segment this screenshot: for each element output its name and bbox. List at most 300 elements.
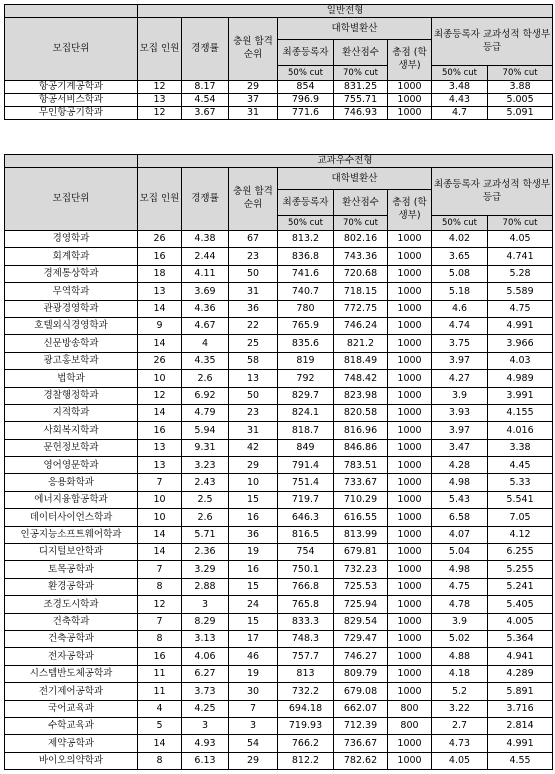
final-enroll-50cut: 849 <box>278 439 334 456</box>
fill-rank: 23 <box>229 404 278 421</box>
final-enroll-50cut: 748.3 <box>278 630 334 647</box>
fill-rank: 16 <box>229 509 278 526</box>
dept-name: 수학교육과 <box>5 717 138 734</box>
score-70cut: 679.81 <box>334 544 388 561</box>
competition-rate: 3.69 <box>182 283 229 300</box>
total-points: 1000 <box>388 509 432 526</box>
dept-name: 사회복지학과 <box>5 422 138 439</box>
table-row <box>5 665 553 682</box>
grade-50cut: 4.88 <box>432 648 488 665</box>
final-enroll-50cut: 813 <box>278 665 334 682</box>
competition-rate: 4 <box>182 335 229 352</box>
competition-rate: 2.43 <box>182 474 229 491</box>
grade-50cut: 4.98 <box>432 474 488 491</box>
score-70cut: 725.94 <box>334 596 388 613</box>
total-points: 1000 <box>388 265 432 282</box>
grade-70cut: 5.541 <box>488 491 553 508</box>
col-score: 환산점수 <box>334 40 388 66</box>
dept-name: 전자공학과 <box>5 648 138 665</box>
quota: 14 <box>138 335 182 352</box>
fill-rank: 16 <box>229 561 278 578</box>
score-70cut: 732.23 <box>334 561 388 578</box>
table-row <box>5 457 553 474</box>
final-enroll-50cut: 796.9 <box>278 94 334 107</box>
fill-rank: 19 <box>229 544 278 561</box>
group-title: 일반전형 <box>138 5 553 18</box>
final-enroll-50cut: 766.8 <box>278 578 334 595</box>
dept-name: 무인항공기학과 <box>5 107 138 120</box>
competition-rate: 2.36 <box>182 544 229 561</box>
quota: 11 <box>138 665 182 682</box>
fill-rank: 36 <box>229 300 278 317</box>
fill-rank: 15 <box>229 578 278 595</box>
total-points: 1000 <box>388 404 432 421</box>
grade-70cut: 4.75 <box>488 300 553 317</box>
score-70cut: 729.47 <box>334 630 388 647</box>
fill-rank: 50 <box>229 265 278 282</box>
competition-rate: 6.92 <box>182 387 229 404</box>
table-row <box>5 526 553 543</box>
grade-50cut: 5.43 <box>432 491 488 508</box>
table-row <box>5 422 553 439</box>
score-70cut: 662.07 <box>334 700 388 717</box>
quota: 7 <box>138 613 182 630</box>
grade-50cut: 4.28 <box>432 457 488 474</box>
score-70cut: 755.71 <box>334 94 388 107</box>
total-points: 1000 <box>388 648 432 665</box>
fill-rank: 29 <box>229 752 278 769</box>
dept-name: 무역학과 <box>5 283 138 300</box>
quota: 7 <box>138 561 182 578</box>
grade-70cut: 5.405 <box>488 596 553 613</box>
total-points: 800 <box>388 700 432 717</box>
dept-name: 영어영문학과 <box>5 457 138 474</box>
table-row <box>5 283 553 300</box>
quota: 14 <box>138 544 182 561</box>
dept-name: 조경도시학과 <box>5 596 138 613</box>
col-unit: 모집단위 <box>5 168 138 231</box>
fill-rank: 25 <box>229 335 278 352</box>
group-title: 교과우수전형 <box>138 155 553 168</box>
dept-name: 디지털보안학과 <box>5 544 138 561</box>
grade-70cut: 3.88 <box>488 81 553 94</box>
fill-rank: 3 <box>229 717 278 734</box>
total-points: 1000 <box>388 231 432 248</box>
score-70cut: 823.98 <box>334 387 388 404</box>
quota: 13 <box>138 439 182 456</box>
table-row <box>5 370 553 387</box>
table-row <box>5 231 553 248</box>
dept-name: 호텔외식경영학과 <box>5 317 138 334</box>
table-row <box>5 735 553 752</box>
col-total: 총점 (학생부) <box>388 190 432 231</box>
competition-rate: 2.6 <box>182 509 229 526</box>
competition-rate: 9.31 <box>182 439 229 456</box>
grade-70cut: 4.991 <box>488 317 553 334</box>
col-score: 환산점수 <box>334 190 388 216</box>
total-points: 1000 <box>388 613 432 630</box>
final-enroll-50cut: 765.9 <box>278 317 334 334</box>
final-enroll-50cut: 732.2 <box>278 683 334 700</box>
score-70cut: 710.29 <box>334 491 388 508</box>
final-enroll-50cut: 835.6 <box>278 335 334 352</box>
total-points: 1000 <box>388 544 432 561</box>
score-70cut: 736.67 <box>334 735 388 752</box>
competition-rate: 3.67 <box>182 107 229 120</box>
score-70cut: 746.93 <box>334 107 388 120</box>
quota: 14 <box>138 526 182 543</box>
grade-50cut: 3.97 <box>432 352 488 369</box>
grade-50cut: 3.47 <box>432 439 488 456</box>
quota: 12 <box>138 596 182 613</box>
total-points: 1000 <box>388 683 432 700</box>
dept-name: 국어교육과 <box>5 700 138 717</box>
competition-rate: 4.93 <box>182 735 229 752</box>
final-enroll-50cut: 741.6 <box>278 265 334 282</box>
col-competition: 경쟁률 <box>182 18 229 81</box>
total-points: 1000 <box>388 335 432 352</box>
competition-rate: 2.5 <box>182 491 229 508</box>
grade-50cut: 4.02 <box>432 231 488 248</box>
fill-rank: 22 <box>229 317 278 334</box>
total-points: 1000 <box>388 474 432 491</box>
competition-rate: 6.13 <box>182 752 229 769</box>
dept-name: 시스템반도체공학과 <box>5 665 138 682</box>
col-final-enroll: 최종등록자 <box>278 40 334 66</box>
table-row <box>5 265 553 282</box>
total-points: 1000 <box>388 283 432 300</box>
grade-70cut: 2.814 <box>488 717 553 734</box>
grade-70cut: 4.016 <box>488 422 553 439</box>
quota: 8 <box>138 578 182 595</box>
score-70cut: 720.68 <box>334 265 388 282</box>
grade-70cut: 7.05 <box>488 509 553 526</box>
final-enroll-50cut: 757.7 <box>278 648 334 665</box>
final-enroll-50cut: 818.7 <box>278 422 334 439</box>
final-enroll-50cut: 833.3 <box>278 613 334 630</box>
dept-name: 데이터사이언스학과 <box>5 509 138 526</box>
competition-rate: 4.38 <box>182 231 229 248</box>
grade-50cut: 5.02 <box>432 630 488 647</box>
grade-70cut: 5.255 <box>488 561 553 578</box>
dept-name: 경찰행정학과 <box>5 387 138 404</box>
dept-name: 건축공학과 <box>5 630 138 647</box>
total-points: 1000 <box>388 526 432 543</box>
dept-name: 광고홍보학과 <box>5 352 138 369</box>
grade-70cut: 4.05 <box>488 231 553 248</box>
grade-70cut: 3.716 <box>488 700 553 717</box>
competition-rate: 2.44 <box>182 248 229 265</box>
grade-70cut: 3.966 <box>488 335 553 352</box>
fill-rank: 30 <box>229 683 278 700</box>
final-enroll-50cut: 791.4 <box>278 457 334 474</box>
quota: 10 <box>138 491 182 508</box>
header-corner <box>5 5 138 18</box>
quota: 14 <box>138 300 182 317</box>
grade-50cut: 4.05 <box>432 752 488 769</box>
competition-rate: 4.54 <box>182 94 229 107</box>
competition-rate: 5.71 <box>182 526 229 543</box>
grade-50cut: 4.98 <box>432 561 488 578</box>
total-points: 1000 <box>388 248 432 265</box>
grade-70cut: 4.55 <box>488 752 553 769</box>
total-points: 1000 <box>388 300 432 317</box>
table-row <box>5 404 553 421</box>
general-admission-table <box>4 4 553 120</box>
grade-50cut: 3.97 <box>432 422 488 439</box>
competition-rate: 4.67 <box>182 317 229 334</box>
fill-rank: 23 <box>229 248 278 265</box>
grade-50cut: 4.6 <box>432 300 488 317</box>
fill-rank: 58 <box>229 352 278 369</box>
final-enroll-50cut: 771.6 <box>278 107 334 120</box>
score-70cut: 743.36 <box>334 248 388 265</box>
score-70cut: 846.86 <box>334 439 388 456</box>
table-row <box>5 491 553 508</box>
table-row <box>5 352 553 369</box>
table-row <box>5 81 553 94</box>
competition-rate: 4.25 <box>182 700 229 717</box>
total-points: 1000 <box>388 491 432 508</box>
grade-50cut: 4.73 <box>432 735 488 752</box>
total-points: 800 <box>388 717 432 734</box>
quota: 5 <box>138 717 182 734</box>
quota: 16 <box>138 422 182 439</box>
grade-70cut: 4.12 <box>488 526 553 543</box>
table-row <box>5 578 553 595</box>
grade-70cut: 5.33 <box>488 474 553 491</box>
final-enroll-50cut: 816.5 <box>278 526 334 543</box>
total-points: 1000 <box>388 596 432 613</box>
dept-name: 신문방송학과 <box>5 335 138 352</box>
quota: 8 <box>138 752 182 769</box>
grade-70cut: 4.289 <box>488 665 553 682</box>
total-points: 1000 <box>388 107 432 120</box>
table-row <box>5 648 553 665</box>
col-conv-cut70: 70% cut <box>334 216 388 231</box>
grade-70cut: 5.241 <box>488 578 553 595</box>
fill-rank: 15 <box>229 491 278 508</box>
competition-rate: 4.11 <box>182 265 229 282</box>
dept-name: 토목공학과 <box>5 561 138 578</box>
fill-rank: 42 <box>229 439 278 456</box>
table-row <box>5 613 553 630</box>
grade-50cut: 3.9 <box>432 613 488 630</box>
total-points: 1000 <box>388 665 432 682</box>
grade-70cut: 5.891 <box>488 683 553 700</box>
table-row <box>5 561 553 578</box>
header-corner <box>5 155 138 168</box>
grade-70cut: 4.45 <box>488 457 553 474</box>
competition-rate: 3.13 <box>182 630 229 647</box>
dept-name: 지적학과 <box>5 404 138 421</box>
grade-70cut: 4.991 <box>488 735 553 752</box>
col-grade-cut50: 50% cut <box>432 216 488 231</box>
final-enroll-50cut: 765.8 <box>278 596 334 613</box>
final-enroll-50cut: 750.1 <box>278 561 334 578</box>
fill-rank: 31 <box>229 283 278 300</box>
dept-name: 경제통상학과 <box>5 265 138 282</box>
score-70cut: 748.42 <box>334 370 388 387</box>
grade-70cut: 5.28 <box>488 265 553 282</box>
final-enroll-50cut: 819 <box>278 352 334 369</box>
final-enroll-50cut: 751.4 <box>278 474 334 491</box>
grade-50cut: 4.27 <box>432 370 488 387</box>
table-row <box>5 752 553 769</box>
quota: 8 <box>138 630 182 647</box>
fill-rank: 19 <box>229 665 278 682</box>
col-final-enroll: 최종등록자 <box>278 190 334 216</box>
grade-70cut: 4.941 <box>488 648 553 665</box>
col-quota: 모집 인원 <box>138 168 182 231</box>
grade-50cut: 3.93 <box>432 404 488 421</box>
dept-name: 경영학과 <box>5 231 138 248</box>
dept-name: 전기제어공학과 <box>5 683 138 700</box>
score-70cut: 718.15 <box>334 283 388 300</box>
table-row <box>5 387 553 404</box>
total-points: 1000 <box>388 630 432 647</box>
dept-name: 회계학과 <box>5 248 138 265</box>
quota: 9 <box>138 317 182 334</box>
fill-rank: 67 <box>229 231 278 248</box>
competition-rate: 3.29 <box>182 561 229 578</box>
score-70cut: 831.25 <box>334 81 388 94</box>
grade-70cut: 4.03 <box>488 352 553 369</box>
dept-name: 제약공학과 <box>5 735 138 752</box>
grade-50cut: 3.22 <box>432 700 488 717</box>
total-points: 1000 <box>388 352 432 369</box>
quota: 11 <box>138 683 182 700</box>
final-enroll-50cut: 766.2 <box>278 735 334 752</box>
grade-70cut: 5.091 <box>488 107 553 120</box>
quota: 16 <box>138 248 182 265</box>
final-enroll-50cut: 646.3 <box>278 509 334 526</box>
quota: 14 <box>138 735 182 752</box>
grade-50cut: 4.75 <box>432 578 488 595</box>
grade-70cut: 4.989 <box>488 370 553 387</box>
table-row <box>5 683 553 700</box>
competition-rate: 3 <box>182 717 229 734</box>
final-enroll-50cut: 694.18 <box>278 700 334 717</box>
competition-rate: 6.27 <box>182 665 229 682</box>
col-conv-cut70: 70% cut <box>334 66 388 81</box>
total-points: 1000 <box>388 387 432 404</box>
score-70cut: 772.75 <box>334 300 388 317</box>
quota: 12 <box>138 107 182 120</box>
grade-50cut: 5.08 <box>432 265 488 282</box>
dept-name: 에너지융합공학과 <box>5 491 138 508</box>
quota: 12 <box>138 81 182 94</box>
final-enroll-50cut: 812.2 <box>278 752 334 769</box>
dept-name: 인공지능소프트웨어학과 <box>5 526 138 543</box>
grade-70cut: 3.991 <box>488 387 553 404</box>
total-points: 1000 <box>388 735 432 752</box>
grade-50cut: 4.78 <box>432 596 488 613</box>
final-enroll-50cut: 824.1 <box>278 404 334 421</box>
score-70cut: 816.96 <box>334 422 388 439</box>
score-70cut: 820.58 <box>334 404 388 421</box>
col-unit: 모집단위 <box>5 18 138 81</box>
grade-70cut: 4.155 <box>488 404 553 421</box>
dept-name: 관광경영학과 <box>5 300 138 317</box>
total-points: 1000 <box>388 752 432 769</box>
final-enroll-50cut: 813.2 <box>278 231 334 248</box>
table-row <box>5 596 553 613</box>
total-points: 1000 <box>388 439 432 456</box>
score-70cut: 802.16 <box>334 231 388 248</box>
total-points: 1000 <box>388 81 432 94</box>
quota: 13 <box>138 94 182 107</box>
score-70cut: 809.79 <box>334 665 388 682</box>
competition-rate: 3.73 <box>182 683 229 700</box>
competition-rate: 5.94 <box>182 422 229 439</box>
col-grade: 최종등록자 교과성적 학생부등급 <box>432 18 553 66</box>
fill-rank: 29 <box>229 81 278 94</box>
fill-rank: 50 <box>229 387 278 404</box>
score-70cut: 733.67 <box>334 474 388 491</box>
table-row <box>5 300 553 317</box>
dept-name: 응용화학과 <box>5 474 138 491</box>
quota: 16 <box>138 648 182 665</box>
table-row <box>5 317 553 334</box>
quota: 13 <box>138 283 182 300</box>
quota: 13 <box>138 457 182 474</box>
competition-rate: 4.06 <box>182 648 229 665</box>
quota: 10 <box>138 509 182 526</box>
grade-50cut: 4.7 <box>432 107 488 120</box>
fill-rank: 36 <box>229 526 278 543</box>
fill-rank: 10 <box>229 474 278 491</box>
grade-50cut: 2.7 <box>432 717 488 734</box>
score-70cut: 821.2 <box>334 335 388 352</box>
fill-rank: 15 <box>229 613 278 630</box>
competition-rate: 4.79 <box>182 404 229 421</box>
final-enroll-50cut: 740.7 <box>278 283 334 300</box>
total-points: 1000 <box>388 94 432 107</box>
final-enroll-50cut: 854 <box>278 81 334 94</box>
score-70cut: 679.08 <box>334 683 388 700</box>
score-70cut: 813.99 <box>334 526 388 543</box>
grade-50cut: 3.9 <box>432 387 488 404</box>
total-points: 1000 <box>388 561 432 578</box>
dept-name: 문헌정보학과 <box>5 439 138 456</box>
table-row <box>5 94 553 107</box>
dept-name: 환경공학과 <box>5 578 138 595</box>
col-quota: 모집 인원 <box>138 18 182 81</box>
fill-rank: 54 <box>229 735 278 752</box>
table-row <box>5 544 553 561</box>
table-row <box>5 439 553 456</box>
grade-50cut: 3.48 <box>432 81 488 94</box>
competition-rate: 2.88 <box>182 578 229 595</box>
fill-rank: 17 <box>229 630 278 647</box>
grade-50cut: 5.2 <box>432 683 488 700</box>
final-enroll-50cut: 719.93 <box>278 717 334 734</box>
grade-50cut: 4.43 <box>432 94 488 107</box>
table-row <box>5 335 553 352</box>
table-row <box>5 630 553 647</box>
competition-rate: 2.6 <box>182 370 229 387</box>
quota: 26 <box>138 352 182 369</box>
table-row <box>5 107 553 120</box>
final-enroll-50cut: 829.7 <box>278 387 334 404</box>
grade-50cut: 3.75 <box>432 335 488 352</box>
grade-50cut: 4.07 <box>432 526 488 543</box>
score-70cut: 783.51 <box>334 457 388 474</box>
final-enroll-50cut: 792 <box>278 370 334 387</box>
col-conv-cut50: 50% cut <box>278 66 334 81</box>
grade-70cut: 4.741 <box>488 248 553 265</box>
